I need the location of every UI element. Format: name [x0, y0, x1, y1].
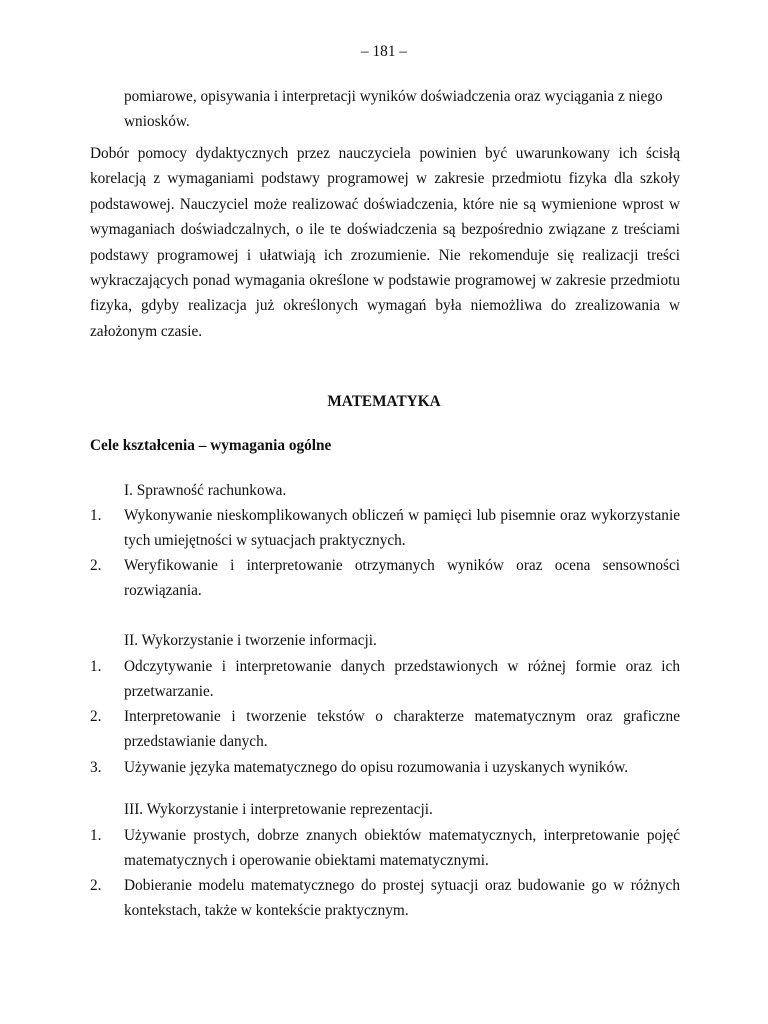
group-title: I. Sprawność rachunkowa. [124, 482, 287, 499]
list-item-text: Dobieranie modelu matematycznego do prostej sytuacji oraz budowanie go w różnych kontekstach, także w kontekście praktycznym. [124, 877, 680, 920]
group-title: III. Wykorzystanie i interpretowanie reprezentacji. [124, 801, 433, 818]
list-item-number: 2. [90, 877, 102, 894]
goals-heading: Cele kształcenia – wymagania ogólne [90, 437, 332, 454]
list-item-text: Interpretowanie i tworzenie tekstów o charakterze matematycznym oraz graficzne przedstawianie danych. [124, 708, 680, 751]
list-item-text: Weryfikowanie i interpretowanie otrzymanych wyników oraz ocena sensowności rozwiązania. [124, 557, 680, 600]
intro-paragraph: Dobór pomocy dydaktycznych przez nauczyciela powinien być uwarunkowany ich ścisłą korelacją z wymaganiami podstawy programowej w zakresie przedmiotu fizyka dla szkoły podstawowej. Nauczyciel może realizować doświadczenia, które nie są wymienione wprost w wymaganiach doświadczalnych, o ile te doświadczenia są bezpośrednio związane z treściami podstawy programowej i ułatwiają ich zrozumienie. Nie rekomenduje się realizacji treści wykraczających ponad wymagania określone w podstawie programowej w zakresie przedmiotu fizyka, gdyby realizacja już określonych wymagań była niemożliwa do zrealizowania w założonym czasie. [90, 145, 680, 340]
list-item-number: 3. [90, 759, 102, 776]
page-number: – 181 – [361, 43, 407, 60]
list-item-number: 1. [90, 658, 102, 675]
list-item-text: Odczytywanie i interpretowanie danych przedstawionych w różnej formie oraz ich przetwarzanie. [124, 658, 680, 701]
list-item-number: 2. [90, 557, 102, 574]
intro-continuation: pomiarowe, opisywania i interpretacji wyników doświadczenia oraz wyciągania z niego wniosków. [124, 88, 663, 131]
list-item-text: Używanie prostych, dobrze znanych obiektów matematycznych, interpretowanie pojęć matematycznych i operowanie obiektami matematycznymi. [124, 827, 680, 870]
list-item-text: Używanie języka matematycznego do opisu rozumowania i uzyskanych wyników. [124, 759, 629, 776]
list-item-number: 1. [90, 507, 102, 524]
section-title: MATEMATYKA [327, 393, 441, 410]
list-item-text: Wykonywanie nieskomplikowanych obliczeń w pamięci lub pisemnie oraz wykorzystanie tych umiejętności w sytuacjach praktycznych. [124, 507, 680, 550]
list-item-number: 2. [90, 708, 102, 725]
list-item-number: 1. [90, 827, 102, 844]
group-title: II. Wykorzystanie i tworzenie informacji. [124, 632, 377, 649]
